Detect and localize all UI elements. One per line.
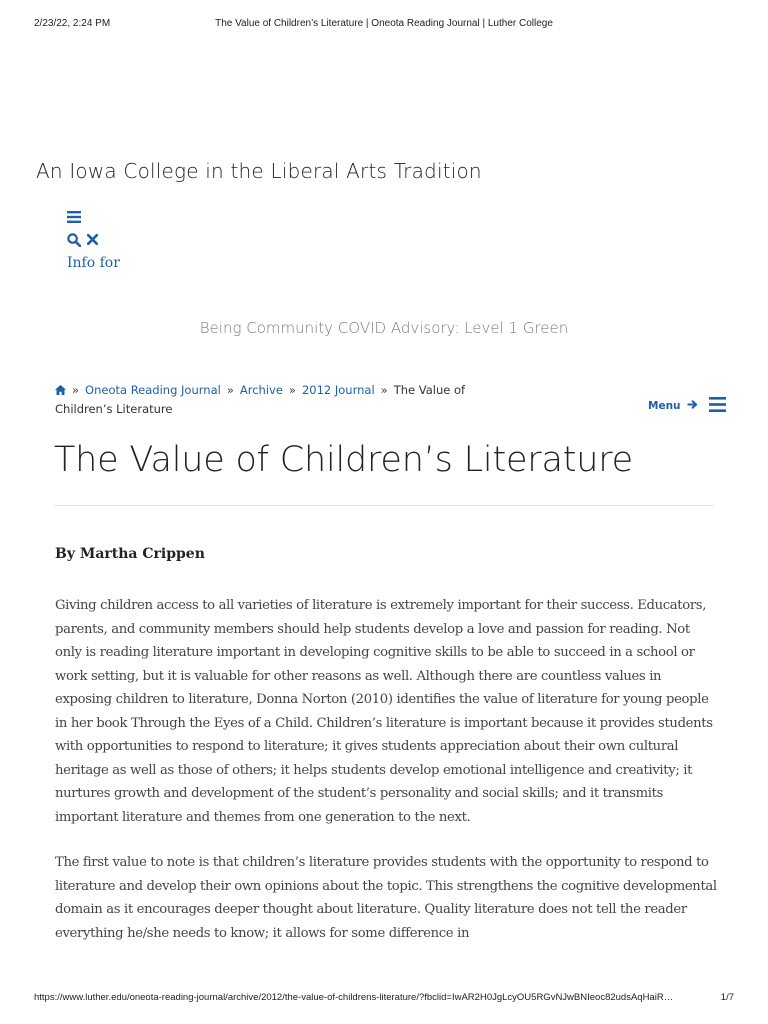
print-page-number: 1/7	[720, 992, 734, 1003]
search-icon[interactable]	[67, 233, 81, 247]
covid-advisory: Being Community COVID Advisory: Level 1 Green	[199, 319, 569, 337]
site-nav	[67, 205, 120, 274]
breadcrumb-oneota-reading-journal[interactable]: Oneota Reading Journal	[85, 383, 221, 397]
print-datetime: 2/23/22, 2:24 PM	[34, 18, 111, 29]
breadcrumb-current: The Value of Children’s Literature	[55, 383, 466, 416]
print-document-title: The Value of Children’s Literature | Oneota Reading Journal | Luther College	[215, 18, 553, 29]
breadcrumb-separator: »	[380, 383, 388, 397]
site-tagline: An Iowa College in the Liberal Arts Tradition	[36, 159, 482, 183]
print-footer	[34, 992, 734, 1006]
hamburger-menu-icon[interactable]	[67, 211, 81, 223]
print-url: https://www.luther.edu/oneota-reading-journal/archive/2012/the-value-of-childrens-literature/?fbclid=IwAR2H0JgLcyOU5RGvNJwBNIeoc82udsAqHaiR…	[34, 992, 674, 1003]
title-divider	[54, 505, 714, 506]
article-body	[55, 594, 720, 967]
section-menu-button[interactable]	[648, 397, 726, 415]
breadcrumb-2012-journal[interactable]: 2012 Journal	[301, 383, 375, 397]
breadcrumb-archive[interactable]: Archive	[239, 383, 283, 397]
breadcrumb-separator: »	[288, 383, 296, 397]
hamburger-menu-icon	[709, 397, 726, 415]
home-icon[interactable]	[55, 382, 66, 400]
breadcrumb-separator: »	[226, 383, 234, 397]
article-byline: By Martha Crippen	[55, 546, 205, 562]
arrow-right-icon	[687, 400, 697, 412]
breadcrumb-separator: »	[72, 383, 80, 397]
page-title: The Value of Children’s Literature	[54, 440, 634, 480]
breadcrumb	[55, 381, 505, 418]
article-paragraph: Giving children access to all varieties of literature is extremely important for their success. Educators, parents, and community members should help students develop a love and passion for reading. Not only is reading literature important in developing cognitive skills to be able to succeed in a school or work setting, but it is valuable for other reasons as well. Although there are countless values in exposing children to literature, Donna Norton (2010) identifies the value of literature for young people in her book Through the Eyes of a Child. Children’s literature is important because it provides students with opportunities to respond to literature; it gives students appreciation about their own cultural heritage as well as those of others; it helps students develop emotional intelligence and creativity; it nurtures growth and development of the student’s personality and social skills; and it transmits important literature and themes from one generation to the next.	[55, 598, 713, 825]
article-paragraph: The first value to note is that children’s literature provides students with the opportunity to respond to literature and develop their own opinions about the topic. This strengthens the cognitive developmental domain as it encourages deeper thought about literature. Quality literature does not tell the reader everything he/she needs to know; it allows for some difference in	[55, 855, 717, 941]
info-for-button[interactable]: Info for	[67, 254, 120, 271]
print-header	[34, 18, 734, 32]
section-menu-label: Menu	[648, 400, 681, 412]
close-icon[interactable]	[87, 234, 98, 245]
